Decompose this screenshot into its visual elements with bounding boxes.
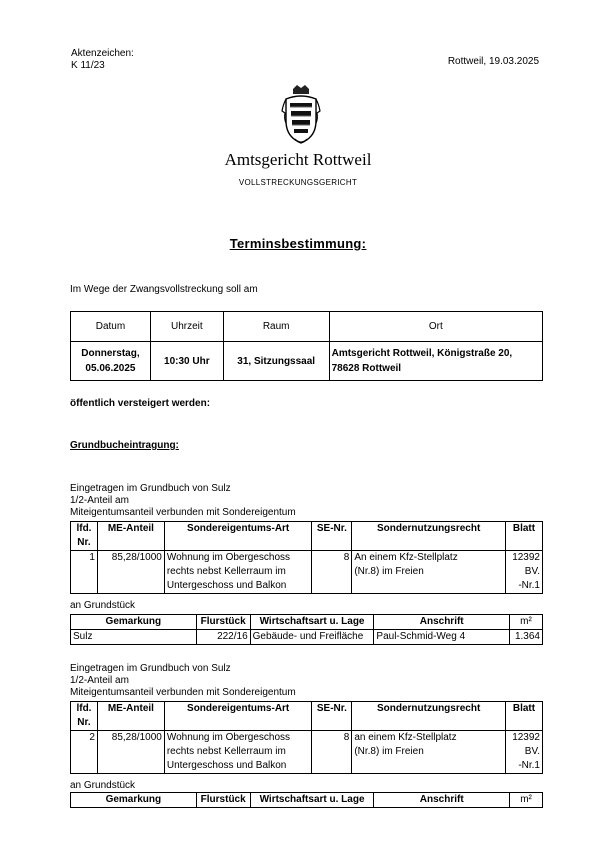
entry-1-grund-header-anschrift: Anschrift bbox=[374, 615, 510, 630]
entry-1-line2: 1/2-Anteil am bbox=[70, 495, 129, 506]
entry-1-header-se-art: Sondereigentums-Art bbox=[164, 522, 312, 551]
termin-header-uhrzeit: Uhrzeit bbox=[150, 312, 223, 342]
entry-2-grund-header-row bbox=[71, 793, 543, 808]
versteigert-text: öffentlich versteigert werden: bbox=[70, 398, 211, 409]
entry-1-wirtschaftsart: Gebäude- und Freifläche bbox=[250, 630, 374, 645]
entry-2-se-art-2: rechts nebst Kellerraum im bbox=[166, 746, 286, 757]
termin-ort-city: 78628 Rottweil bbox=[331, 363, 402, 374]
entry-1-se-art bbox=[164, 551, 312, 594]
termin-table bbox=[70, 311, 543, 381]
entry-2-header-snr: Sondernutzungsrecht bbox=[352, 702, 506, 731]
entry-2-blatt-1: 12392 bbox=[512, 732, 540, 743]
entry-2-header-blatt: Blatt bbox=[505, 702, 542, 731]
entry-1-se-art-1: Wohnung im Obergeschoss bbox=[166, 552, 291, 563]
entry-1-se-nr: 8 bbox=[312, 551, 352, 594]
entry-1-header-row bbox=[71, 522, 543, 551]
termin-header-ort: Ort bbox=[329, 312, 542, 342]
termin-ort-street: Amtsgericht Rottweil, Königstraße 20, bbox=[331, 348, 513, 359]
court-name: Amtsgericht Rottweil bbox=[224, 150, 372, 169]
termin-header-row bbox=[71, 312, 543, 342]
entry-2-blatt bbox=[505, 731, 542, 774]
entry-2-line2: 1/2-Anteil am bbox=[70, 675, 129, 686]
entry-1-blatt-2: BV. bbox=[524, 566, 540, 577]
entry-1-header-se-nr: SE-Nr. bbox=[312, 522, 352, 551]
entry-1-se-art-2: rechts nebst Kellerraum im bbox=[166, 566, 286, 577]
aktenzeichen-label: Aktenzeichen: bbox=[71, 48, 134, 59]
wuerttemberg-coat-of-arms-icon bbox=[281, 85, 321, 147]
entry-1-lfd: 1 bbox=[71, 551, 98, 594]
entry-2-snr-2: (Nr.8) im Freien bbox=[354, 746, 424, 757]
entry-1-blatt-1: 12392 bbox=[512, 552, 540, 563]
entry-2-grund-header-flurstueck: Flurstück bbox=[196, 793, 250, 808]
entry-2-grund-header-wirtschaftsart: Wirtschaftsart u. Lage bbox=[250, 793, 374, 808]
entry-1-line3: Miteigentumsanteil verbunden mit Sondereigentum bbox=[70, 507, 296, 518]
entry-1-grund-header-wirtschaftsart: Wirtschaftsart u. Lage bbox=[250, 615, 374, 630]
entry-2-grundstueck-label: an Grundstück bbox=[70, 780, 136, 791]
termin-datum-date: 05.06.2025 bbox=[85, 363, 136, 374]
entry-2-header-lfd bbox=[71, 702, 98, 731]
entry-1-grund-header-flurstueck: Flurstück bbox=[196, 615, 250, 630]
entry-2-header-se-nr: SE-Nr. bbox=[312, 702, 352, 731]
entry-2-header-row bbox=[71, 702, 543, 731]
entry-1-snr bbox=[352, 551, 506, 594]
entry-1-grund-header-gemarkung: Gemarkung bbox=[71, 615, 197, 630]
termin-header-datum: Datum bbox=[71, 312, 151, 342]
entry-2-se-art-3: Untergeschoss und Balkon bbox=[166, 760, 287, 771]
document-heading: Terminsbestimmung: bbox=[229, 236, 367, 251]
entry-1-gemarkung: Sulz bbox=[71, 630, 197, 645]
entry-2-data-row bbox=[71, 731, 543, 774]
termin-uhrzeit: 10:30 Uhr bbox=[150, 342, 223, 381]
entry-2-intro bbox=[70, 663, 296, 699]
entry-1-blatt bbox=[505, 551, 542, 594]
termin-datum-weekday: Donnerstag, bbox=[81, 348, 140, 359]
entry-2-header-lfd-1: lfd. bbox=[76, 703, 92, 714]
entry-2-header-se-art: Sondereigentums-Art bbox=[164, 702, 312, 731]
entry-2-me: 85,28/1000 bbox=[97, 731, 164, 774]
entry-1-blatt-3: -Nr.1 bbox=[518, 580, 540, 591]
entry-1-header-me: ME-Anteil bbox=[97, 522, 164, 551]
entry-2-blatt-3: -Nr.1 bbox=[518, 760, 540, 771]
entry-2-lfd: 2 bbox=[71, 731, 98, 774]
entry-1-me: 85,28/1000 bbox=[97, 551, 164, 594]
entry-1-flurstueck: 222/16 bbox=[196, 630, 250, 645]
termin-ort bbox=[329, 342, 542, 381]
entry-1-intro bbox=[70, 483, 296, 519]
termin-data-row bbox=[71, 342, 543, 381]
termin-raum: 31, Sitzungssaal bbox=[223, 342, 329, 381]
entry-1-header-blatt: Blatt bbox=[505, 522, 542, 551]
entry-1-grundstueck-table bbox=[70, 614, 543, 645]
place-date: Rottweil, 19.03.2025 bbox=[447, 56, 539, 67]
entry-1-header-snr: Sondernutzungsrecht bbox=[352, 522, 506, 551]
entry-2-line3: Miteigentumsanteil verbunden mit Sondereigentum bbox=[70, 687, 296, 698]
entry-1-anschrift: Paul-Schmid-Weg 4 bbox=[374, 630, 510, 645]
aktenzeichen-value: K 11/23 bbox=[71, 60, 105, 71]
entry-2-grund-header-anschrift: Anschrift bbox=[374, 793, 510, 808]
entry-2-se-nr: 8 bbox=[312, 731, 352, 774]
entry-2-grund-header-flaeche: m² bbox=[510, 793, 543, 808]
entry-1-se-art-3: Untergeschoss und Balkon bbox=[166, 580, 287, 591]
entry-1-header-lfd bbox=[71, 522, 98, 551]
termin-header-raum: Raum bbox=[223, 312, 329, 342]
entry-2-header-lfd-2: Nr. bbox=[77, 717, 91, 728]
entry-1-table bbox=[70, 521, 543, 594]
grundbuch-heading: Grundbucheintragung: bbox=[70, 440, 179, 451]
entry-1-snr-1: An einem Kfz-Stellplatz bbox=[354, 552, 458, 563]
intro-text: Im Wege der Zwangsvollstreckung soll am bbox=[70, 284, 258, 295]
termin-datum bbox=[71, 342, 151, 381]
entry-2-header-me: ME-Anteil bbox=[97, 702, 164, 731]
entry-1-grund-header-row bbox=[71, 615, 543, 630]
entry-1-header-lfd-1: lfd. bbox=[76, 523, 92, 534]
entry-2-grund-header-gemarkung: Gemarkung bbox=[71, 793, 197, 808]
entry-2-snr-1: an einem Kfz-Stellplatz bbox=[354, 732, 457, 743]
entry-2-table bbox=[70, 701, 543, 774]
aktenzeichen bbox=[71, 48, 134, 72]
entry-1-snr-2: (Nr.8) im Freien bbox=[354, 566, 424, 577]
entry-2-se-art-1: Wohnung im Obergeschoss bbox=[166, 732, 291, 743]
entry-2-grundstueck-table bbox=[70, 792, 543, 808]
entry-2-line1: Eingetragen im Grundbuch von Sulz bbox=[70, 663, 231, 674]
entry-2-se-art bbox=[164, 731, 312, 774]
entry-1-line1: Eingetragen im Grundbuch von Sulz bbox=[70, 483, 231, 494]
entry-1-flaeche: 1.364 bbox=[509, 630, 542, 645]
entry-1-header-lfd-2: Nr. bbox=[77, 537, 91, 548]
entry-1-grund-header-flaeche: m² bbox=[509, 615, 542, 630]
entry-2-blatt-2: BV. bbox=[524, 746, 540, 757]
court-department: VOLLSTRECKUNGSGERICHT bbox=[238, 178, 358, 187]
entry-1-data-row bbox=[71, 551, 543, 594]
entry-1-grund-data-row bbox=[71, 630, 543, 645]
entry-2-snr bbox=[352, 731, 506, 774]
entry-1-grundstueck-label: an Grundstück bbox=[70, 600, 136, 611]
